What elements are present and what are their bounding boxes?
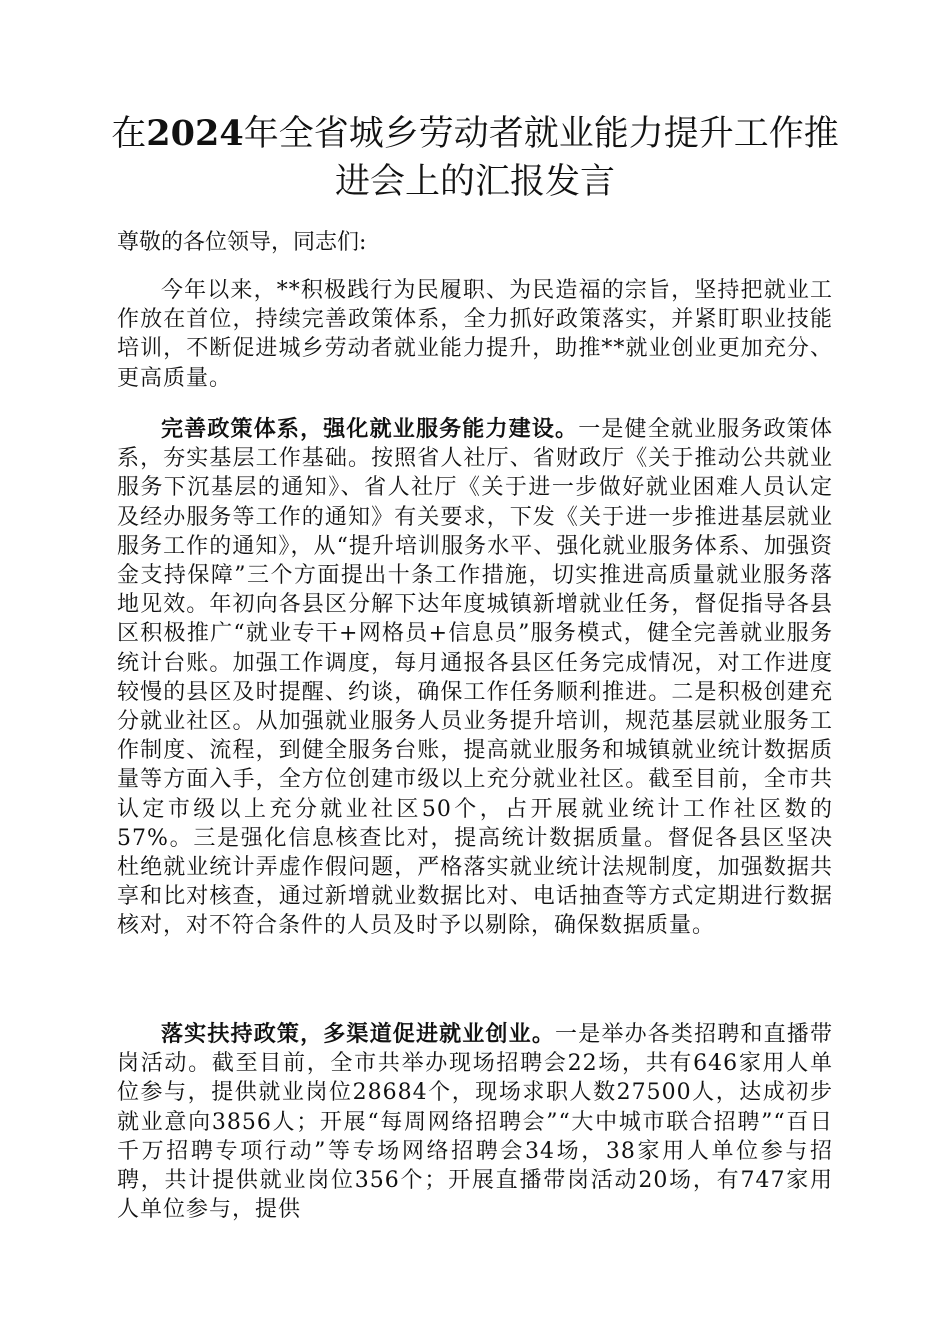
title-year: 2024: [146, 113, 244, 154]
paragraph-body: 一是举办各类招聘和直播带岗活动。截至目前，全市共举办现场招聘会22场，共有646家用人单位参与，提供就业岗位28684个，现场求职人数27500人，达成初步就业意向3856人；开展“每周网络招聘会”“大中城市联合招聘”“百日千万招聘专项行动”等专场网络招聘会34场，38家用人单位参与招聘，共计提供就业岗位356个；开展直播带岗活动20场，有747家用人单位参与，提供: [117, 1022, 833, 1223]
title-prefix: 在: [111, 114, 147, 154]
paragraph-lead: 落实扶持政策，多渠道促进就业创业。: [161, 1021, 556, 1047]
document-title: [110, 110, 840, 206]
paragraph-policy-system: [117, 415, 833, 941]
title-rest: 年全省城乡劳动者就业能力提升工作推进会上的汇报发言: [243, 114, 839, 202]
paragraph-lead: 完善政策体系，强化就业服务能力建设。: [161, 416, 579, 442]
paragraph-body: 今年以来，**积极践行为民履职、为民造福的宗旨，坚持把就业工作放在首位，持续完善政策体系，全力抓好政策落实，并紧盯职业技能培训，不断促进城乡劳动者就业能力提升，助推**就业创业更加充分、更高质量。: [117, 278, 833, 391]
paragraph-support-policy: [117, 1020, 833, 1224]
greeting-line: 尊敬的各位领导，同志们:: [117, 230, 367, 255]
paragraph-intro: [117, 276, 833, 393]
paragraph-body: 一是健全就业服务政策体系，夯实基层工作基础。按照省人社厅、省财政厅《关于推动公共就业服务下沉基层的通知》、省人社厅《关于进一步做好就业困难人员认定及经办服务等工作的通知》有关要求，下发《关于进一步推进基层就业服务工作的通知》，从“提升培训服务水平、强化就业服务体系、加强资金支持保障”三个方面提出十条工作措施，切实推进高质量就业服务落地见效。年初向各县区分解下达年度城镇新增就业任务，督促指导各县区积极推广“就业专干+网格员+信息员”服务模式，健全完善就业服务统计台账。加强工作调度，每月通报各县区任务完成情况，对工作进度较慢的县区及时提醒、约谈，确保工作任务顺利推进。二是积极创建充分就业社区。从加强就业服务人员业务提升培训，规范基层就业服务工作制度、流程，到健全服务台账，提高就业服务和城镇就业统计数据质量等方面入手，全方位创建市级以上充分就业社区。截至目前，全市共认定市级以上充分就业社区50个，占开展就业统计工作社区数的57%。三是强化信息核查比对，提高统计数据质量。督促各县区坚决杜绝就业统计弄虚作假问题，严格落实就业统计法规制度，加强数据共享和比对核查，通过新增就业数据比对、电话抽查等方式定期进行数据核对，对不符合条件的人员及时予以剔除，确保数据质量。: [117, 417, 833, 939]
